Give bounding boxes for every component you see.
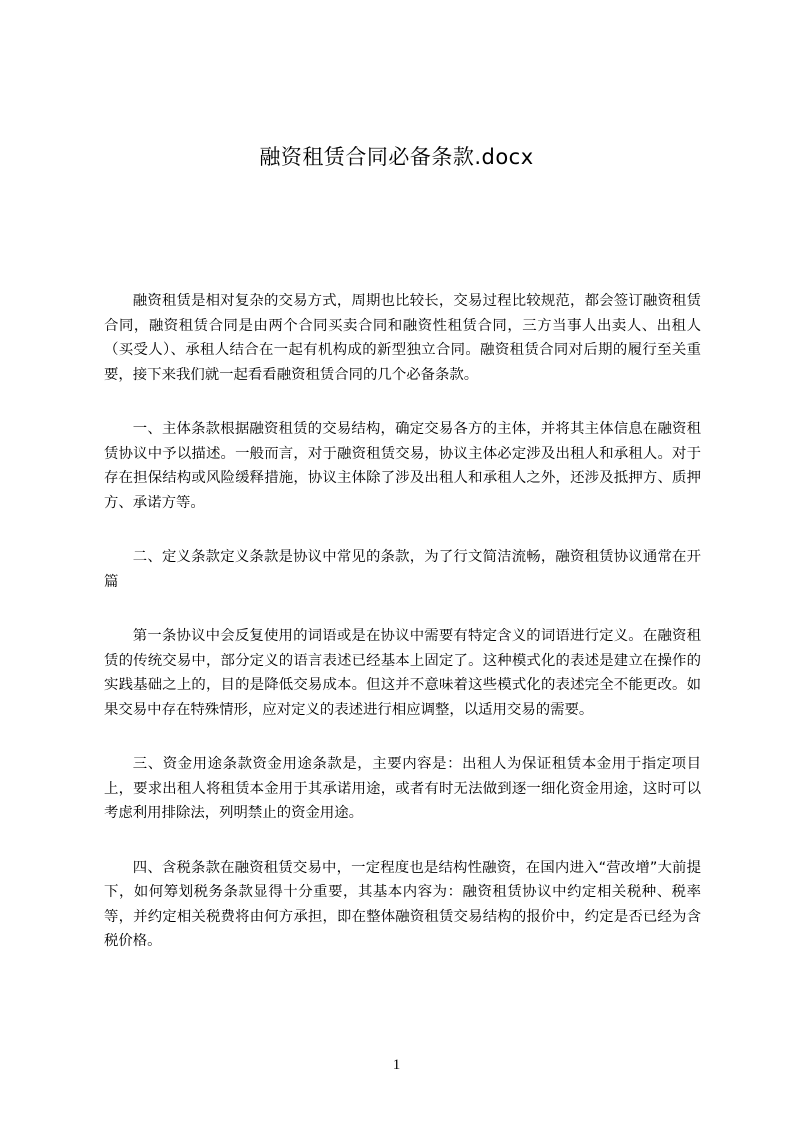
paragraph-article-one: 第一条协议中会反复使用的词语或是在协议中需要有特定含义的词语进行定义。在融资租赁的传统交易中，部分定义的语言表述已经基本上固定了。这种模式化的表述是建立在操作的实践基础之上的，目的是降低交易成本。但这并不意味着这些模式化的表述完全不能更改。如果交易中存在特殊情形，应对定义的表述进行相应调整，以适用交易的需要。 [104, 628, 701, 718]
paragraph-subject-clause: 一、主体条款根据融资租赁的交易结构，确定交易各方的主体，并将其主体信息在融资租赁协议中予以描述。一般而言，对于融资租赁交易，协议主体必定涉及出租人和承租人。对于存在担保结构或风险缓释措施，协议主体除了涉及出租人和承租人之外，还涉及抵押方、质押方、承诺方等。 [104, 421, 701, 511]
paragraph-definition-clause: 二、定义条款定义条款是协议中常见的条款，为了行文简洁流畅，融资租赁协议通常在开篇 [104, 549, 701, 590]
paragraph-fund-use-clause: 三、资金用途条款资金用途条款是，主要内容是：出租人为保证租赁本金用于指定项目上，要求出租人将租赁本金用于其承诺用途，或者有时无法做到逐一细化资金用途，这时可以考虑利用排除法，列明禁止的资金用途。 [104, 756, 701, 821]
document-title: 融资租赁合同必备条款.docx [259, 145, 534, 169]
document-body [104, 289, 701, 984]
page-number: 1 [392, 1057, 401, 1073]
paragraph-intro: 融资租赁是相对复杂的交易方式，周期也比较长，交易过程比较规范，都会签订融资租赁合同，融资租赁合同是由两个合同买卖合同和融资性租赁合同，三方当事人出卖人、出租人（买受人）、承租人结合在一起有机构成的新型独立合同。融资租赁合同对后期的履行至关重要，接下来我们就一起看看融资租赁合同的几个必备条款。 [104, 293, 701, 383]
paragraph-tax-clause: 四、含税条款在融资租赁交易中，一定程度也是结构性融资，在国内进入“营改增”大前提下，如何筹划税务条款显得十分重要，其基本内容为：融资租赁协议中约定相关税种、税率等，并约定相关税费将由何方承担，即在整体融资租赁交易结构的报价中，约定是否已经为含税价格。 [104, 859, 701, 949]
